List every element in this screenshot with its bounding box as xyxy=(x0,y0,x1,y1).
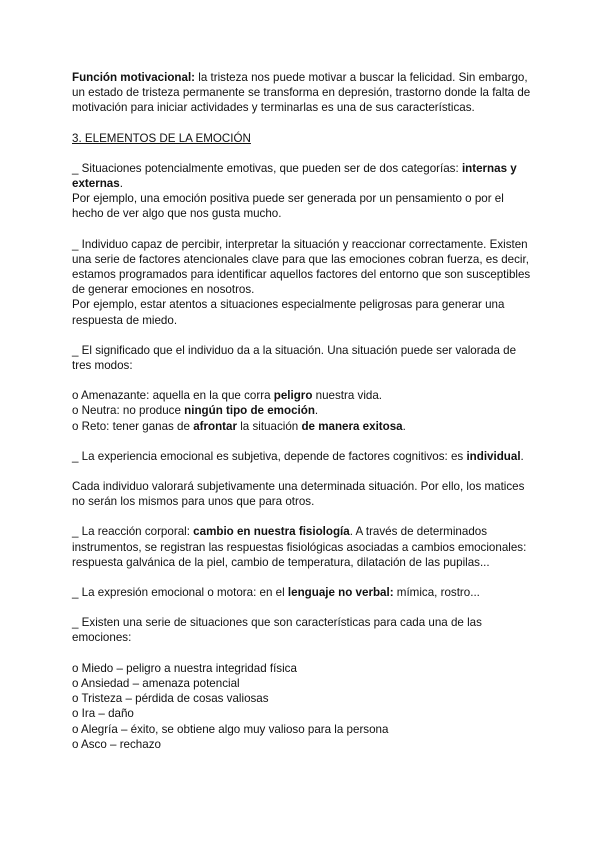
list-item-amenazante xyxy=(72,388,534,403)
paragraph-funcion-motivacional xyxy=(72,70,534,116)
term-individual: individual xyxy=(466,449,521,463)
term-ningun-tipo: ningún tipo de emoción xyxy=(184,404,315,418)
paragraph-situaciones xyxy=(72,161,534,191)
text: _ La experiencia emocional es subjetiva, depende de factores cognitivos: es xyxy=(72,449,467,463)
term-peligro: peligro xyxy=(273,389,313,403)
paragraph-situaciones-emociones: _ Existen una serie de situaciones que son características para cada una de las emociones: xyxy=(72,616,482,645)
paragraph-significado: _ El significado que el individuo da a la situación. Una situación puede ser valorada de tres modos: xyxy=(72,343,517,373)
term-exitosa: de manera exitosa xyxy=(301,419,403,433)
text: . xyxy=(314,404,319,418)
text: _ La reacción corporal: xyxy=(72,525,194,539)
term-fisiologia: cambio en nuestra fisiología xyxy=(193,525,350,539)
list-item: o Tristeza – pérdida de cosas valiosas xyxy=(72,692,269,706)
list-item-reto xyxy=(72,419,534,434)
paragraph-experiencia xyxy=(72,449,534,464)
paragraph-ejemplo-1: Por ejemplo, una emoción positiva puede ser generada por un pensamiento o por el hecho de ver algo que nos gusta mucho. xyxy=(72,192,504,221)
text: o Reto: tener ganas de xyxy=(72,419,194,433)
text: la situación xyxy=(237,419,302,433)
list-item: o Asco – rechazo xyxy=(72,737,161,751)
section-heading: 3. ELEMENTOS DE LA EMOCIÓN xyxy=(72,131,251,145)
text: . xyxy=(402,419,406,433)
term-afrontar: afrontar xyxy=(193,419,237,433)
modes-list xyxy=(72,388,534,434)
list-item: o Ansiedad – amenaza potencial xyxy=(72,676,240,690)
term-internas-externas: internas y externas xyxy=(72,161,517,191)
list-item-neutra xyxy=(72,403,534,418)
paragraph-expresion xyxy=(72,585,534,600)
term-funcion-motivacional: Función motivacional: xyxy=(72,71,196,84)
text: o Neutra: no produce xyxy=(72,404,185,418)
text: o Amenazante: aquella en la que corra xyxy=(72,389,274,403)
document-page xyxy=(72,70,534,752)
paragraph-ejemplo-2: Por ejemplo, estar atentos a situaciones especialmente peligrosas para generar una respuesta de miedo. xyxy=(72,298,505,327)
text: _ La expresión emocional o motora: en el xyxy=(72,586,288,600)
text: nuestra vida. xyxy=(312,389,383,403)
paragraph-individuo: _ Individuo capaz de percibir, interpretar la situación y reaccionar correctamente. Existen una serie de factores atencionales clave para que las emociones cobran fuerza, es decir, estamos programados para identificar aquellos factores del entorno que son susceptibles de generar emociones en nosotros. xyxy=(72,237,531,297)
text-situaciones: _ Situaciones potencialmente emotivas, que pueden ser de dos categorías: xyxy=(72,161,462,175)
text: mímica, rostro... xyxy=(393,586,480,600)
paragraph-reaccion-corporal xyxy=(72,524,534,570)
term-lenguaje-no-verbal: lenguaje no verbal: xyxy=(287,586,394,600)
text: . xyxy=(520,449,524,463)
paragraph-subjetividad: Cada individuo valorará subjetivamente una determinada situación. Por ello, los matices no serán los mismos para unos que para otros. xyxy=(72,480,525,509)
list-item: o Alegría – éxito, se obtiene algo muy valioso para la persona xyxy=(72,722,389,736)
text: . A través de determinados instrumentos, se registran las respuestas fisiológicas asociadas a cambios emocionales: respuesta galvánica de la piel, cambio de temperatura, dilatación de las pupilas... xyxy=(72,525,527,569)
period: . xyxy=(119,177,123,191)
list-item: o Ira – daño xyxy=(72,707,134,721)
emotions-list xyxy=(72,661,534,752)
text-funcion-motivacional: la tristeza nos puede motivar a buscar la felicidad. Sin embargo, un estado de tristeza permanente se transforma en depresión, trastorno donde la falta de motivación para iniciar actividades y terminarlas es una de sus características. xyxy=(72,71,531,115)
list-item: o Miedo – peligro a nuestra integridad física xyxy=(72,661,297,675)
